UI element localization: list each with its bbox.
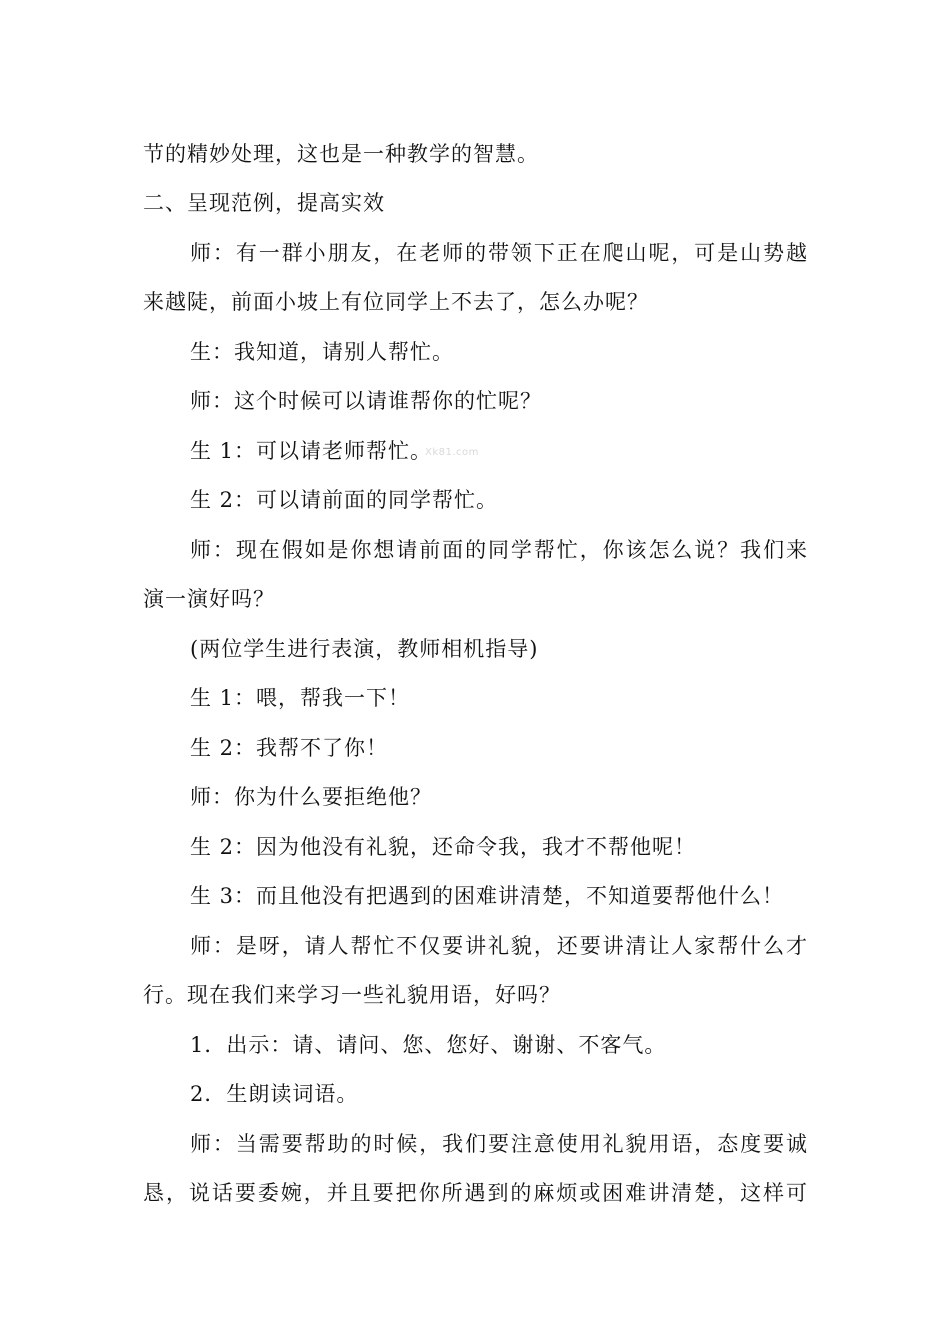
paragraph-line: 生 3：而且他没有把遇到的困难讲清楚，不知道要帮他什么！ <box>190 884 785 908</box>
paragraph-line: 行。现在我们来学习一些礼貌用语，好吗？ <box>143 983 561 1007</box>
paragraph-line: 生 2：我帮不了你！ <box>190 736 389 760</box>
paragraph-line: 师：当需要帮助的时候，我们要注意使用礼貌用语，态度要诚 <box>190 1132 807 1156</box>
paragraph-line: 生 1：可以请老师帮忙。 <box>190 439 433 463</box>
paragraph-line: 恳，说话要委婉，并且要把你所遇到的麻烦或困难讲清楚，这样可 <box>143 1181 807 1205</box>
list-item: 1．出示：请、请问、您、您好、谢谢、不客气。 <box>190 1033 667 1057</box>
paragraph-line: 师：有一群小朋友，在老师的带领下正在爬山呢，可是山势越 <box>190 241 807 265</box>
watermark-text: Xk81.com <box>425 447 479 458</box>
paragraph-line: 师：现在假如是你想请前面的同学帮忙，你该怎么说？我们来 <box>190 538 807 562</box>
paragraph-line: (两位学生进行表演，教师相机指导) <box>190 637 539 661</box>
paragraph-line: 师：是呀，请人帮忙不仅要讲礼貌，还要讲清让人家帮什么才 <box>190 934 807 958</box>
paragraph-line: 师：这个时候可以请谁帮你的忙呢？ <box>190 389 542 413</box>
paragraph-line: 生 1：喂，帮我一下！ <box>190 686 411 710</box>
paragraph-line: 师：你为什么要拒绝他？ <box>190 785 432 809</box>
section-heading: 二、呈现范例，提高实效 <box>143 191 385 215</box>
paragraph-line: 节的精妙处理，这也是一种教学的智慧。 <box>143 142 539 166</box>
paragraph-line: 生：我知道，请别人帮忙。 <box>190 340 454 364</box>
paragraph-line: 生 2：因为他没有礼貌，还命令我，我才不帮他呢！ <box>190 835 697 859</box>
list-item: 2．生朗读词语。 <box>190 1082 359 1106</box>
paragraph-line: 演一演好吗？ <box>143 587 275 611</box>
paragraph-line: 生 2：可以请前面的同学帮忙。 <box>190 488 499 512</box>
paragraph-line: 来越陡，前面小坡上有位同学上不去了，怎么办呢？ <box>143 290 649 314</box>
